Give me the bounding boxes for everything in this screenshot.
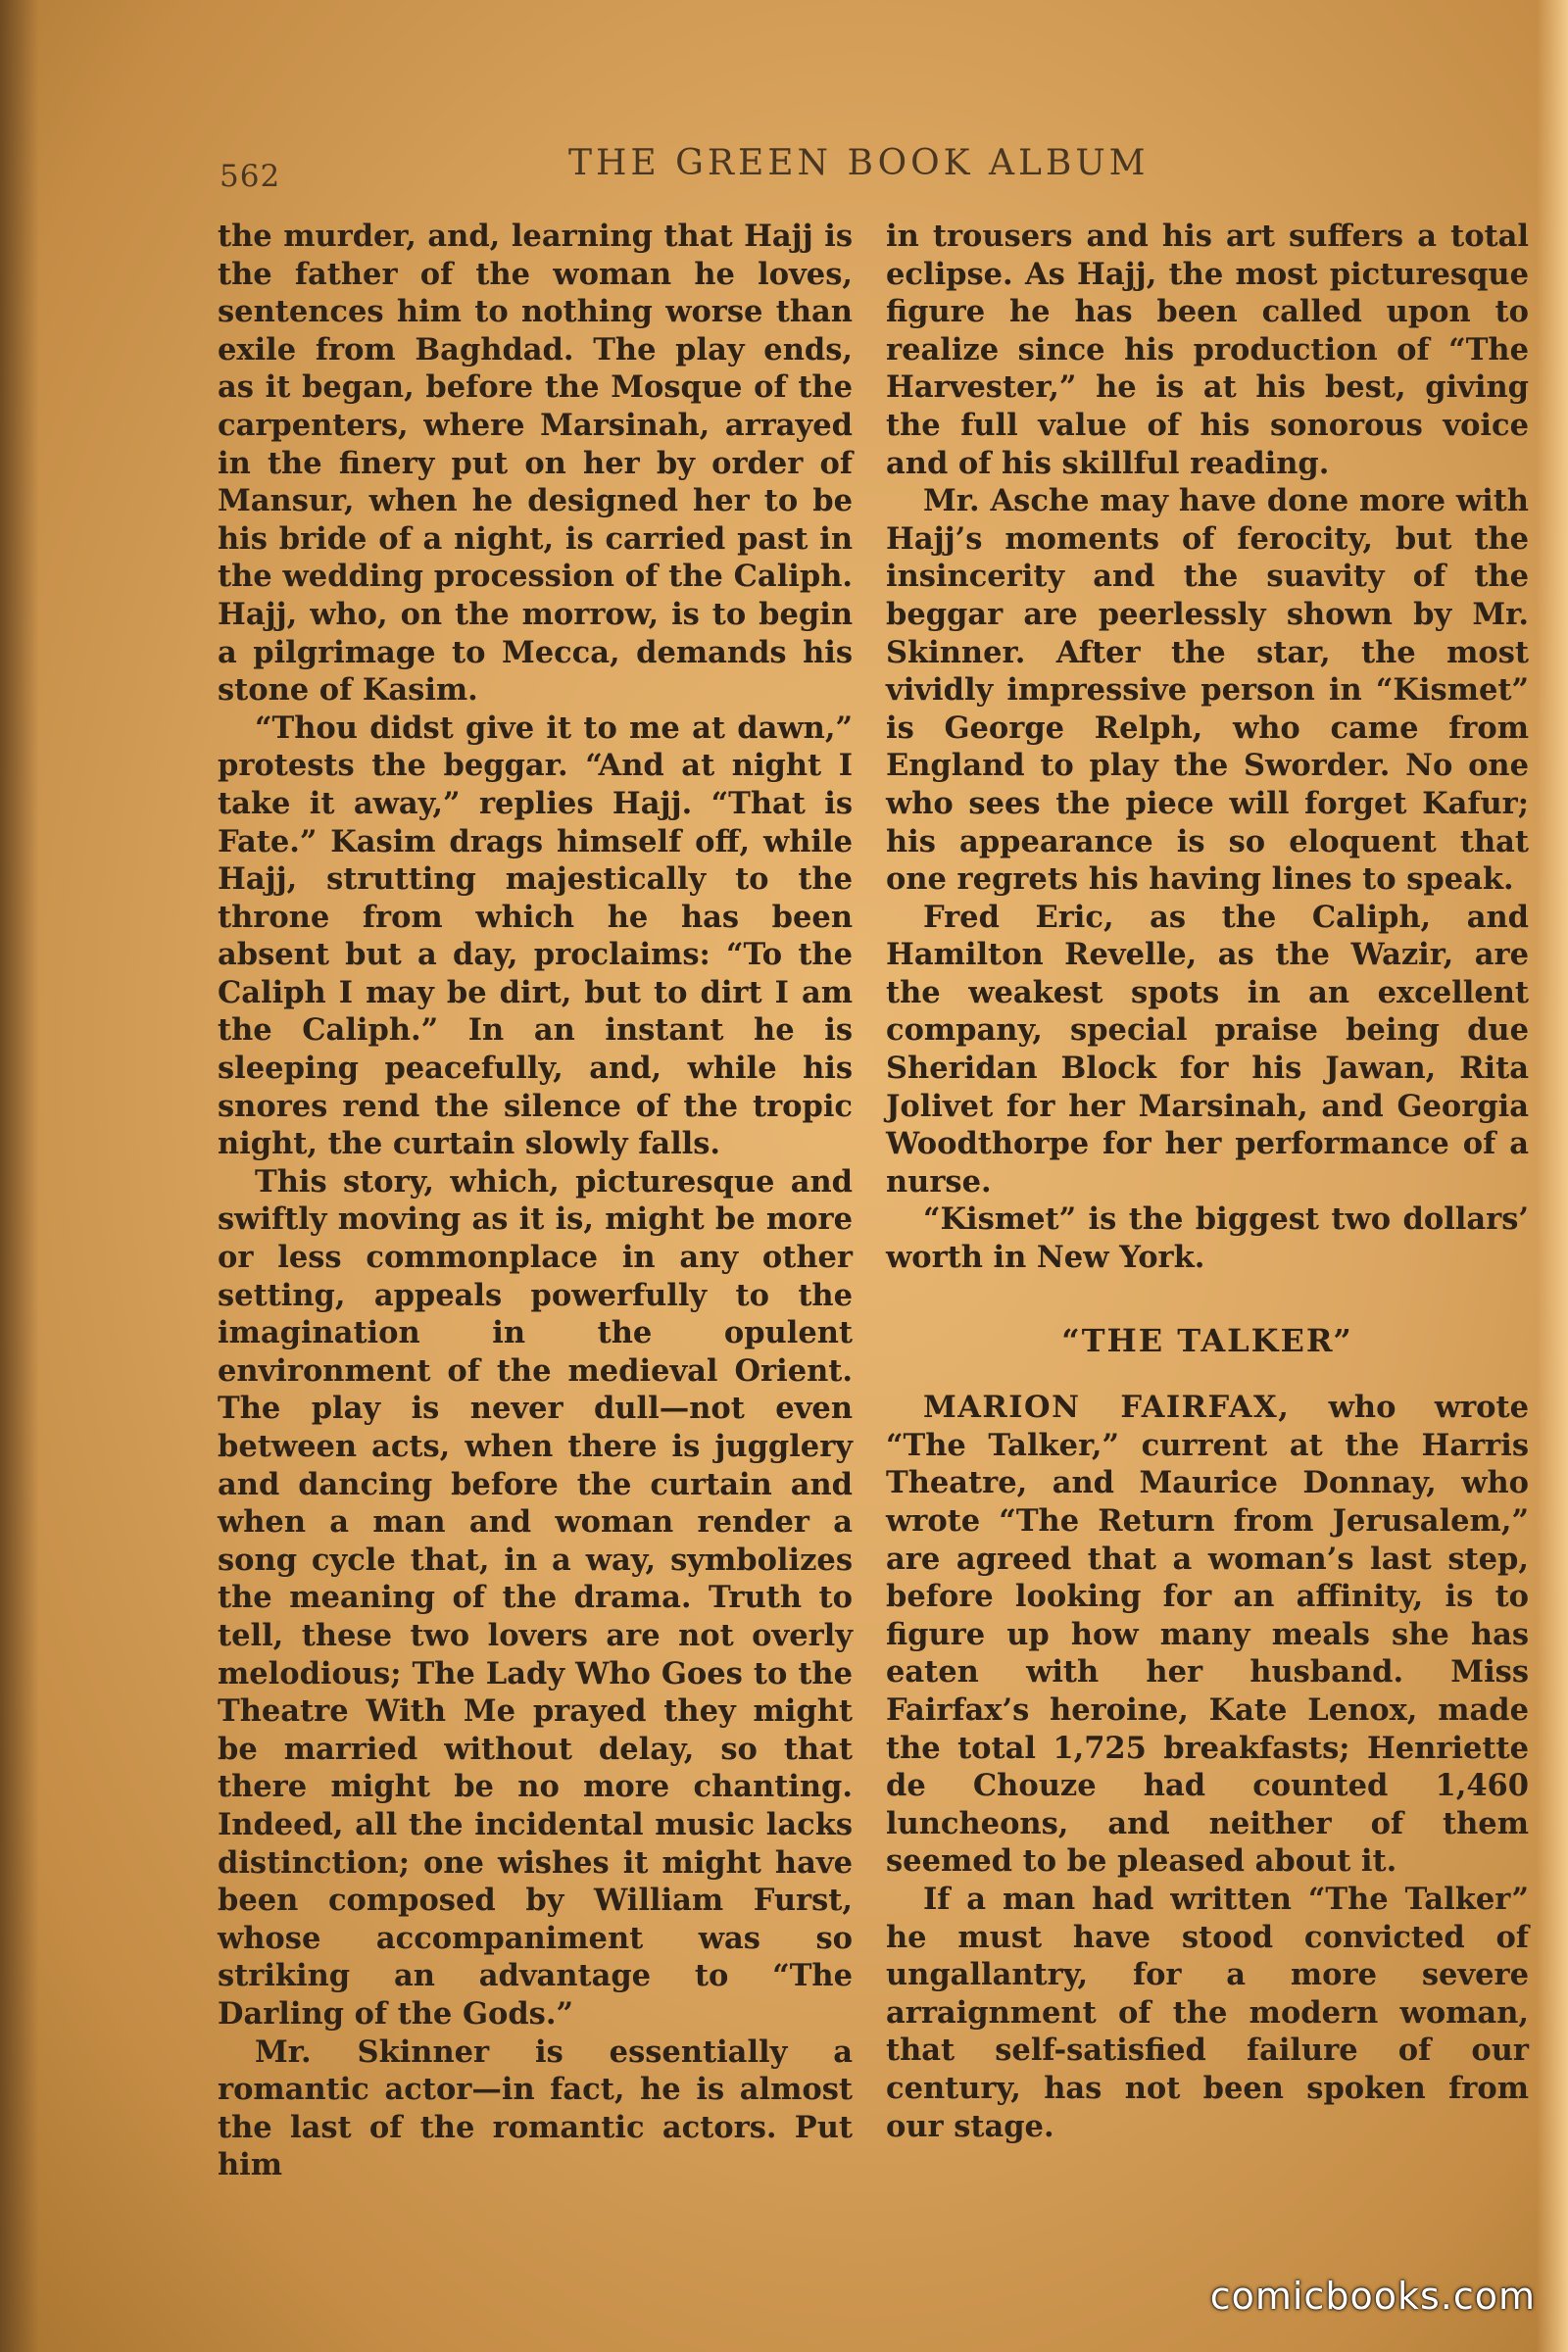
running-head: THE GREEN BOOK ALBUM <box>568 143 1150 183</box>
binding-shadow <box>0 0 39 2352</box>
watermark: comicbooks.com <box>1209 2275 1536 2318</box>
section-heading: “THE TALKER” <box>1061 1321 1353 1359</box>
lead-in: MARION FAIRFAX, <box>923 1390 1291 1426</box>
paragraph <box>886 1389 1529 1881</box>
paragraph: Fred Eric, as the Caliph, and Hamilton Revelle, as the Wazir, are the weakest spots in an excellent company, special praise being due Sheridan Block for his Jawan, Rita Jolivet for her Marsinah, and Georgia Woodthorpe for her performance of a nurse. <box>886 899 1529 1200</box>
paragraph: This story, which, picturesque and swiftly moving as it is, might be more or less commonplace in any other setting, appeals powerfully to the imagination in the opulent environment of the medieval Orient. The play is never dull—not even between acts, when there is jugglery and dancing before the curtain and when a man and woman render a song cycle that, in a way, symbolizes the meaning of the drama. Truth to tell, these two lovers are not overly melodious; The Lady Who Goes to the Theatre With Me prayed they might be married without delay, so that there might be no more chanting. Indeed, all the incidental music lacks distinction; one wishes it might have been composed by William Furst, whose accompaniment was so striking an advantage to “The Darling of the Gods.” <box>218 1163 853 2032</box>
left-column <box>218 218 853 2184</box>
page-header <box>216 137 1529 196</box>
paragraph: “Kismet” is the biggest two dollars’ worth in New York. <box>886 1201 1529 1276</box>
paragraph: “Thou didst give it to me at dawn,” protests the beggar. “And at night I take it away,” replies Hajj. “That is Fate.” Kasim drags himself off, while Hajj, strutting majestically to the throne from which he has been absent but a day, proclaims: “To the Caliph I may be dirt, but to dirt I am the Caliph.” In an instant he is sleeping peacefully, and, while his snores rend the silence of the tropic night, the curtain slowly falls. <box>218 710 853 1162</box>
paragraph: Mr. Asche may have done more with Hajj’s moments of ferocity, but the insincerity and the suavity of the beggar are peerlessly shown by Mr. Skinner. After the star, the most vividly impressive person in “Kismet” is George Relph, who came from England to play the Sworder. No one who sees the piece will forget Kafur; his appearance is so eloquent that one regrets his having lines to speak. <box>886 483 1529 898</box>
paragraph-body: who wrote “The Talker,” current at the Harris Theatre, and Maurice Donnay, who wrote “The Return from Jerusalem,” are agreed that a woman’s last step, before looking for an affinity, is to figure up how many meals she has eaten with her husband. Miss Fairfax’s heroine, Kate Lenox, made the total 1,725 breakfasts; Henriette de Chouze had counted 1,460 luncheons, and neither of them seemed to be pleased about it. <box>886 1390 1529 1880</box>
right-column <box>886 218 1529 2145</box>
page-edge <box>1537 0 1568 2352</box>
paragraph: If a man had written “The Talker” he must have stood convicted of ungallantry, for a more severe arraignment of the modern woman, that self-satisfied failure of our century, has not been spoken from our stage. <box>886 1881 1529 2144</box>
page-number: 562 <box>220 159 281 194</box>
paragraph: in trousers and his art suffers a total eclipse. As Hajj, the most picturesque figure he has been called upon to realize since his production of “The Harvester,” he is at his best, giving the full value of his sonorous voice and of his skillful reading. <box>886 219 1529 481</box>
paragraph: the murder, and, learning that Hajj is the father of the woman he loves, sentences him to nothing worse than exile from Baghdad. The play ends, as it began, before the Mosque of the carpenters, where Marsinah, arrayed in the finery put on her by order of Mansur, when he designed her to be his bride of a night, is carried past in the wedding procession of the Caliph. Hajj, who, on the morrow, is to begin a pilgrimage to Mecca, demands his stone of Kasim. <box>218 219 853 709</box>
paragraph: Mr. Skinner is essentially a romantic actor—in fact, he is almost the last of the romantic actors. Put him <box>218 2034 853 2183</box>
